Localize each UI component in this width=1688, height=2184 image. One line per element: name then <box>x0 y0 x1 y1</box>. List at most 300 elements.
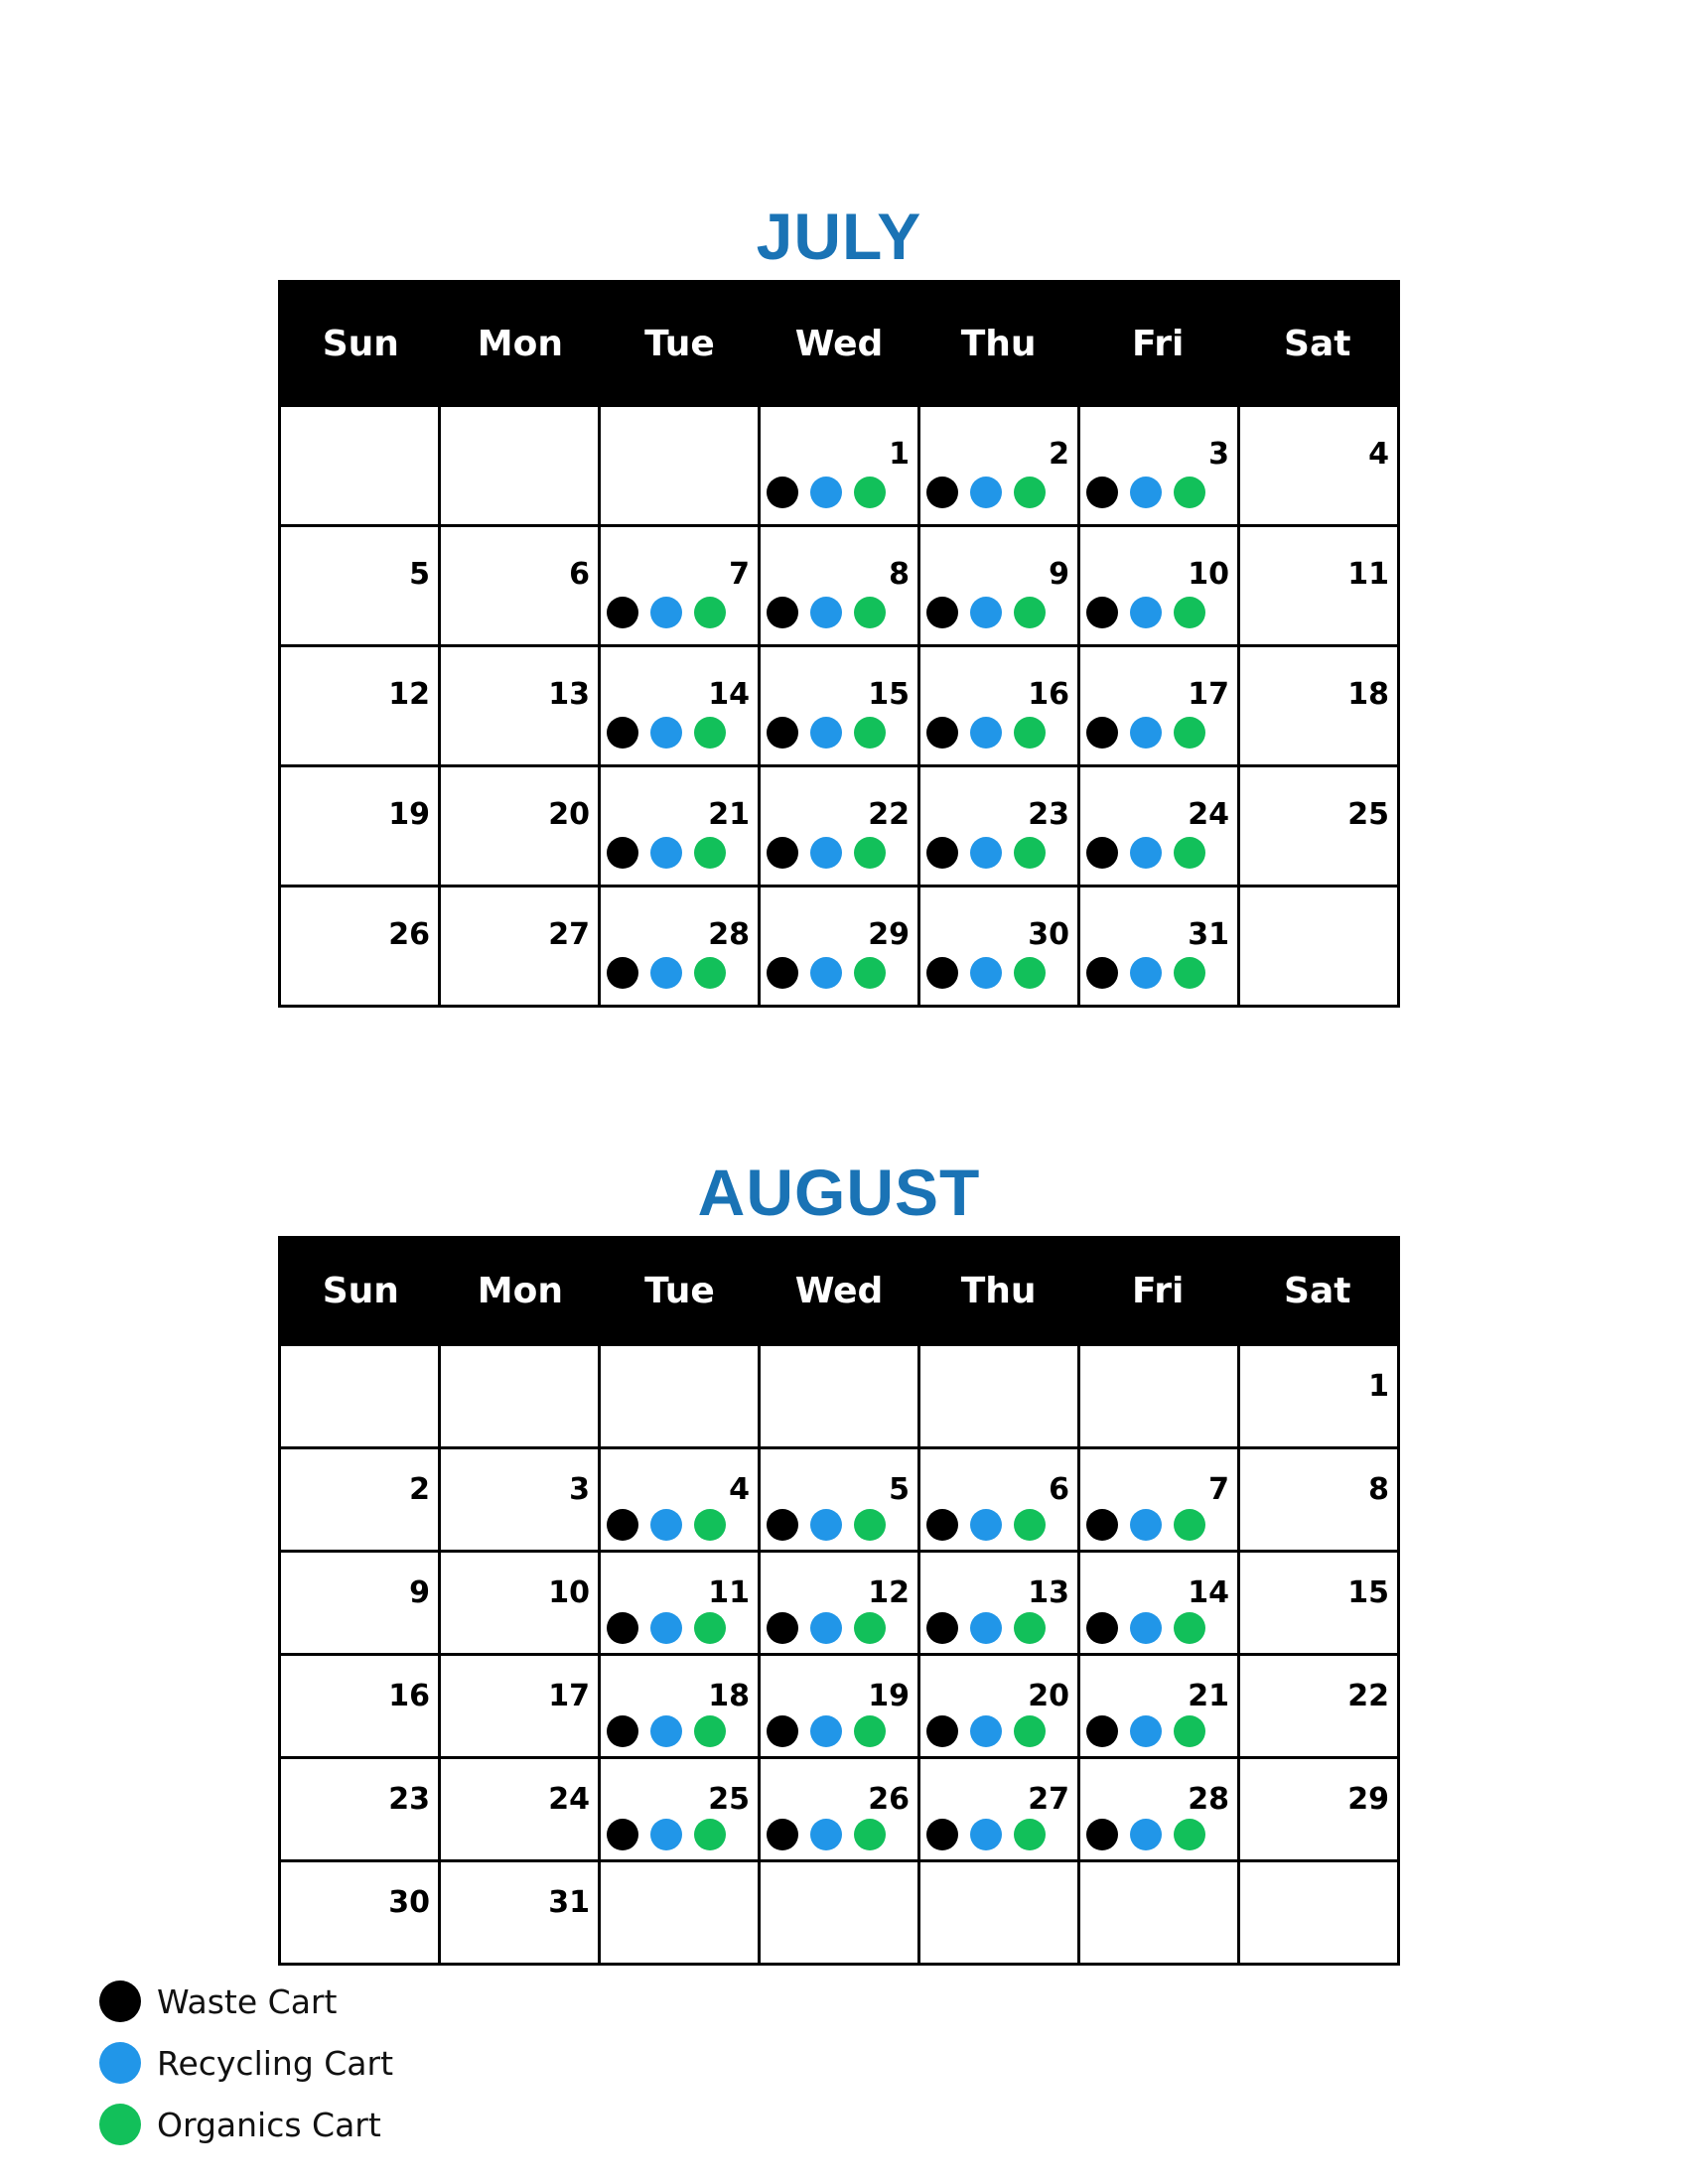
waste-cart-dot-icon <box>767 837 798 869</box>
day-number: 16 <box>388 1679 430 1713</box>
pickup-dots <box>607 837 726 869</box>
day-number: 24 <box>548 1782 590 1817</box>
day-cell <box>1077 1656 1237 1756</box>
weekday-header-wed: Wed <box>794 1271 884 1311</box>
day-cell <box>1237 1553 1397 1653</box>
empty-day-cell <box>1077 1346 1237 1446</box>
calendar-july <box>278 280 1400 1008</box>
weekday-header-mon: Mon <box>477 1271 563 1311</box>
day-cell <box>758 1656 917 1756</box>
day-number: 14 <box>1188 1575 1229 1610</box>
day-number: 26 <box>388 917 430 952</box>
day-cell <box>438 767 598 885</box>
day-number: 25 <box>1347 797 1389 832</box>
organics-cart-dot-icon <box>1174 1509 1205 1541</box>
organics-cart-dot-icon <box>854 717 886 749</box>
empty-day-cell <box>438 407 598 524</box>
weekday-header-tue: Tue <box>644 323 715 364</box>
organics-cart-dot-icon <box>1014 717 1046 749</box>
day-number: 21 <box>1188 1679 1229 1713</box>
day-number: 29 <box>868 917 910 952</box>
organics-cart-dot-icon <box>854 837 886 869</box>
organics-cart-dot-icon <box>1174 1612 1205 1644</box>
recycling-cart-dot-icon <box>650 1819 682 1850</box>
waste-cart-dot-icon <box>926 1715 958 1747</box>
recycling-cart-dot-icon <box>970 837 1002 869</box>
week-row <box>281 404 1397 524</box>
recycling-cart-dot-icon <box>650 1509 682 1541</box>
month-title-july: JULY <box>756 200 922 273</box>
pickup-dots <box>1086 477 1205 508</box>
organics-cart-dot-icon <box>694 1509 726 1541</box>
recycling-cart-dot-icon <box>1130 957 1162 989</box>
weekday-header-mon: Mon <box>477 323 563 364</box>
recycling-cart-dot-icon <box>970 717 1002 749</box>
day-cell <box>438 647 598 764</box>
legend-label: Waste Cart <box>157 1981 338 2021</box>
day-number: 13 <box>548 677 590 712</box>
organics-cart-dot-icon <box>1014 1715 1046 1747</box>
recycling-cart-dot-icon <box>970 957 1002 989</box>
day-number: 29 <box>1347 1782 1389 1817</box>
day-number: 19 <box>388 797 430 832</box>
waste-cart-dot-icon <box>607 957 638 989</box>
empty-day-cell <box>1237 1862 1397 1963</box>
day-number: 17 <box>548 1679 590 1713</box>
waste-cart-dot-icon <box>767 477 798 508</box>
pickup-dots <box>767 1819 886 1850</box>
day-number: 30 <box>1028 917 1069 952</box>
organics-cart-dot-icon <box>1174 957 1205 989</box>
pickup-dots <box>767 717 886 749</box>
recycling-cart-dot-icon <box>970 1715 1002 1747</box>
empty-day-cell <box>598 407 758 524</box>
day-number: 26 <box>868 1782 910 1817</box>
waste-cart-dot-icon <box>607 1819 638 1850</box>
organics-cart-dot-icon <box>1014 1819 1046 1850</box>
day-cell <box>598 1759 758 1859</box>
day-number: 27 <box>1028 1782 1069 1817</box>
recycling-cart-dot-icon <box>810 1509 842 1541</box>
weekday-header-tue: Tue <box>644 1271 715 1311</box>
day-number: 6 <box>1049 1472 1069 1507</box>
empty-day-cell <box>281 407 438 524</box>
day-cell <box>1077 647 1237 764</box>
waste-cart-dot-icon <box>1086 717 1118 749</box>
organics-cart-dot-icon <box>854 1819 886 1850</box>
day-cell <box>1237 647 1397 764</box>
day-cell <box>758 767 917 885</box>
day-cell <box>758 527 917 644</box>
organics-cart-dot-icon <box>1174 837 1205 869</box>
day-cell <box>1077 767 1237 885</box>
waste-cart-dot-icon <box>767 957 798 989</box>
legend-item-organics <box>99 2094 393 2155</box>
day-cell <box>598 1449 758 1550</box>
pickup-dots <box>607 597 726 628</box>
organics-cart-dot-icon <box>1014 1509 1046 1541</box>
waste-cart-dot-icon <box>1086 1819 1118 1850</box>
empty-day-cell <box>1077 1862 1237 1963</box>
organics-cart-dot-icon <box>694 597 726 628</box>
waste-cart-dot-icon <box>607 837 638 869</box>
calendar-august <box>278 1236 1400 1966</box>
day-number: 22 <box>868 797 910 832</box>
waste-cart-dot-icon <box>1086 1612 1118 1644</box>
day-cell <box>598 887 758 1005</box>
weekday-header-row <box>281 283 1397 404</box>
week-row <box>281 1859 1397 1963</box>
pickup-dots <box>926 1715 1046 1747</box>
waste-cart-dot-icon <box>607 1509 638 1541</box>
day-number: 17 <box>1188 677 1229 712</box>
weekday-header-thu: Thu <box>960 1271 1037 1311</box>
day-cell <box>598 1553 758 1653</box>
waste-cart-dot-icon <box>1086 1509 1118 1541</box>
pickup-dots <box>767 837 886 869</box>
organics-cart-dot-icon <box>1014 477 1046 508</box>
day-cell <box>281 527 438 644</box>
day-cell <box>281 1862 438 1963</box>
pickup-dots <box>926 957 1046 989</box>
waste-cart-dot-icon <box>926 837 958 869</box>
day-cell <box>758 1449 917 1550</box>
recycling-cart-dot-icon <box>1130 837 1162 869</box>
day-cell <box>438 1449 598 1550</box>
day-number: 23 <box>388 1782 430 1817</box>
waste-cart-dot-icon <box>1086 597 1118 628</box>
day-number: 5 <box>409 557 430 592</box>
pickup-dots <box>1086 1509 1205 1541</box>
day-cell <box>917 1449 1077 1550</box>
day-number: 11 <box>708 1575 750 1610</box>
day-cell <box>917 1656 1077 1756</box>
day-number: 13 <box>1028 1575 1069 1610</box>
empty-day-cell <box>1237 887 1397 1005</box>
weekday-header-sun: Sun <box>322 323 399 364</box>
organics-cart-dot-icon <box>1014 597 1046 628</box>
recycling-cart-dot-icon <box>810 477 842 508</box>
day-cell <box>1077 1553 1237 1653</box>
day-cell <box>758 1553 917 1653</box>
recycling-cart-dot-icon <box>810 1715 842 1747</box>
empty-day-cell <box>598 1862 758 1963</box>
day-cell <box>438 527 598 644</box>
day-cell <box>917 647 1077 764</box>
day-cell <box>438 1656 598 1756</box>
recycling-cart-dot-icon <box>810 957 842 989</box>
day-number: 5 <box>889 1472 910 1507</box>
empty-day-cell <box>598 1346 758 1446</box>
recycling-cart-dot-icon <box>970 1819 1002 1850</box>
day-cell <box>281 1553 438 1653</box>
day-number: 7 <box>729 557 750 592</box>
organics-cart-dot-icon <box>1174 1819 1205 1850</box>
organics-cart-dot-icon <box>854 1509 886 1541</box>
day-number: 10 <box>548 1575 590 1610</box>
waste-cart-dot-icon <box>607 1612 638 1644</box>
recycling-cart-dot-icon <box>970 1612 1002 1644</box>
pickup-dots <box>1086 1715 1205 1747</box>
day-cell <box>1237 767 1397 885</box>
legend-item-recycling <box>99 2032 393 2094</box>
organics-cart-dot-icon <box>854 957 886 989</box>
day-cell <box>438 1553 598 1653</box>
pickup-dots <box>767 477 886 508</box>
organics-cart-dot-icon <box>694 837 726 869</box>
day-cell <box>917 887 1077 1005</box>
organics-cart-dot-icon <box>99 2104 141 2145</box>
day-number: 12 <box>868 1575 910 1610</box>
organics-cart-dot-icon <box>854 477 886 508</box>
organics-cart-dot-icon <box>854 597 886 628</box>
day-number: 19 <box>868 1679 910 1713</box>
waste-cart-dot-icon <box>926 477 958 508</box>
day-cell <box>598 647 758 764</box>
day-number: 20 <box>548 797 590 832</box>
day-cell <box>1077 1759 1237 1859</box>
day-number: 9 <box>1049 557 1069 592</box>
organics-cart-dot-icon <box>694 1715 726 1747</box>
weekday-header-row <box>281 1239 1397 1343</box>
day-number: 16 <box>1028 677 1069 712</box>
pickup-dots <box>767 1612 886 1644</box>
recycling-cart-dot-icon <box>970 477 1002 508</box>
day-number: 10 <box>1188 557 1229 592</box>
recycling-cart-dot-icon <box>810 597 842 628</box>
day-cell <box>758 407 917 524</box>
day-number: 14 <box>708 677 750 712</box>
day-cell <box>1237 1656 1397 1756</box>
day-cell <box>438 1862 598 1963</box>
day-number: 31 <box>1188 917 1229 952</box>
waste-cart-dot-icon <box>767 1509 798 1541</box>
waste-cart-dot-icon <box>607 597 638 628</box>
pickup-dots <box>607 957 726 989</box>
waste-cart-dot-icon <box>767 1612 798 1644</box>
empty-day-cell <box>281 1346 438 1446</box>
day-number: 7 <box>1208 1472 1229 1507</box>
pickup-dots <box>926 477 1046 508</box>
pickup-dots <box>1086 837 1205 869</box>
waste-cart-dot-icon <box>926 1819 958 1850</box>
day-cell <box>917 1553 1077 1653</box>
pickup-dots <box>767 597 886 628</box>
day-number: 15 <box>868 677 910 712</box>
pickup-dots <box>926 1612 1046 1644</box>
day-cell <box>438 1759 598 1859</box>
pickup-dots <box>607 1509 726 1541</box>
pickup-dots <box>607 717 726 749</box>
recycling-cart-dot-icon <box>810 837 842 869</box>
day-cell <box>917 767 1077 885</box>
month-title-august: AUGUST <box>697 1156 981 1229</box>
organics-cart-dot-icon <box>1014 837 1046 869</box>
waste-cart-dot-icon <box>926 1509 958 1541</box>
day-number: 30 <box>388 1885 430 1920</box>
day-cell <box>758 887 917 1005</box>
week-row <box>281 644 1397 764</box>
organics-cart-dot-icon <box>1014 1612 1046 1644</box>
day-number: 4 <box>1368 437 1389 472</box>
pickup-dots <box>1086 1612 1205 1644</box>
day-cell <box>1237 407 1397 524</box>
empty-day-cell <box>438 1346 598 1446</box>
empty-day-cell <box>758 1346 917 1446</box>
recycling-cart-dot-icon <box>810 717 842 749</box>
day-number: 12 <box>388 677 430 712</box>
pickup-dots <box>1086 957 1205 989</box>
day-cell <box>1237 1346 1397 1446</box>
day-cell <box>1237 1759 1397 1859</box>
day-number: 31 <box>548 1885 590 1920</box>
day-number: 3 <box>569 1472 590 1507</box>
recycling-cart-dot-icon <box>650 837 682 869</box>
organics-cart-dot-icon <box>1174 597 1205 628</box>
week-row <box>281 885 1397 1005</box>
waste-cart-dot-icon <box>767 717 798 749</box>
empty-day-cell <box>917 1862 1077 1963</box>
weekday-header-fri: Fri <box>1131 1271 1185 1311</box>
waste-cart-dot-icon <box>1086 837 1118 869</box>
day-cell <box>758 1759 917 1859</box>
day-cell <box>1077 887 1237 1005</box>
week-row <box>281 1653 1397 1756</box>
week-row <box>281 764 1397 885</box>
pickup-dots <box>1086 597 1205 628</box>
day-number: 21 <box>708 797 750 832</box>
day-cell <box>598 1656 758 1756</box>
waste-cart-dot-icon <box>926 957 958 989</box>
empty-day-cell <box>917 1346 1077 1446</box>
waste-cart-dot-icon <box>1086 957 1118 989</box>
recycling-cart-dot-icon <box>1130 1612 1162 1644</box>
pickup-dots <box>767 1715 886 1747</box>
legend-label: Organics Cart <box>157 2105 381 2144</box>
legend-item-waste <box>99 1971 393 2032</box>
day-number: 27 <box>548 917 590 952</box>
week-row <box>281 524 1397 644</box>
waste-cart-dot-icon <box>926 597 958 628</box>
recycling-cart-dot-icon <box>1130 1715 1162 1747</box>
recycling-cart-dot-icon <box>650 1715 682 1747</box>
organics-cart-dot-icon <box>1174 477 1205 508</box>
recycling-cart-dot-icon <box>970 1509 1002 1541</box>
recycling-cart-dot-icon <box>650 1612 682 1644</box>
recycling-cart-dot-icon <box>1130 717 1162 749</box>
organics-cart-dot-icon <box>854 1612 886 1644</box>
week-row <box>281 1756 1397 1859</box>
waste-cart-dot-icon <box>99 1980 141 2022</box>
weekday-header-wed: Wed <box>794 323 884 364</box>
day-number: 9 <box>409 1575 430 1610</box>
day-number: 28 <box>708 917 750 952</box>
organics-cart-dot-icon <box>694 1819 726 1850</box>
day-number: 18 <box>1347 677 1389 712</box>
pickup-dots <box>1086 717 1205 749</box>
day-cell <box>917 407 1077 524</box>
day-number: 15 <box>1347 1575 1389 1610</box>
recycling-cart-dot-icon <box>650 597 682 628</box>
legend <box>99 1971 393 2155</box>
pickup-dots <box>926 717 1046 749</box>
organics-cart-dot-icon <box>854 1715 886 1747</box>
pickup-dots <box>926 1509 1046 1541</box>
pickup-dots <box>1086 1819 1205 1850</box>
day-cell <box>1077 1449 1237 1550</box>
day-cell <box>281 767 438 885</box>
week-row <box>281 1550 1397 1653</box>
day-number: 2 <box>409 1472 430 1507</box>
recycling-cart-dot-icon <box>970 597 1002 628</box>
week-row <box>281 1446 1397 1550</box>
day-number: 20 <box>1028 1679 1069 1713</box>
day-cell <box>598 767 758 885</box>
day-number: 11 <box>1347 557 1389 592</box>
day-number: 4 <box>729 1472 750 1507</box>
recycling-cart-dot-icon <box>810 1612 842 1644</box>
day-cell <box>438 887 598 1005</box>
legend-label: Recycling Cart <box>157 2043 394 2083</box>
pickup-dots <box>926 1819 1046 1850</box>
pickup-dots <box>607 1612 726 1644</box>
organics-cart-dot-icon <box>1174 717 1205 749</box>
day-cell <box>598 527 758 644</box>
day-cell <box>917 1759 1077 1859</box>
pickup-dots <box>767 957 886 989</box>
waste-cart-dot-icon <box>1086 1715 1118 1747</box>
waste-cart-dot-icon <box>767 1715 798 1747</box>
day-number: 6 <box>569 557 590 592</box>
pickup-dots <box>926 597 1046 628</box>
day-number: 22 <box>1347 1679 1389 1713</box>
day-number: 1 <box>889 437 910 472</box>
weekday-header-sat: Sat <box>1284 1271 1351 1311</box>
recycling-cart-dot-icon <box>810 1819 842 1850</box>
pickup-dots <box>767 1509 886 1541</box>
organics-cart-dot-icon <box>694 957 726 989</box>
pickup-dots <box>607 1819 726 1850</box>
organics-cart-dot-icon <box>694 1612 726 1644</box>
week-row <box>281 1343 1397 1446</box>
recycling-cart-dot-icon <box>1130 477 1162 508</box>
recycling-cart-dot-icon <box>99 2042 141 2084</box>
day-cell <box>281 1656 438 1756</box>
organics-cart-dot-icon <box>1174 1715 1205 1747</box>
waste-cart-dot-icon <box>767 1819 798 1850</box>
empty-day-cell <box>758 1862 917 1963</box>
day-number: 25 <box>708 1782 750 1817</box>
day-cell <box>1237 1449 1397 1550</box>
day-cell <box>758 647 917 764</box>
waste-cart-dot-icon <box>607 1715 638 1747</box>
weekday-header-fri: Fri <box>1131 323 1185 364</box>
pickup-dots <box>926 837 1046 869</box>
day-cell <box>281 1449 438 1550</box>
day-number: 1 <box>1368 1369 1389 1404</box>
recycling-cart-dot-icon <box>650 957 682 989</box>
organics-cart-dot-icon <box>694 717 726 749</box>
waste-cart-dot-icon <box>767 597 798 628</box>
pickup-dots <box>607 1715 726 1747</box>
day-number: 2 <box>1049 437 1069 472</box>
day-number: 8 <box>1368 1472 1389 1507</box>
weekday-header-thu: Thu <box>960 323 1037 364</box>
day-number: 28 <box>1188 1782 1229 1817</box>
day-number: 24 <box>1188 797 1229 832</box>
day-number: 3 <box>1208 437 1229 472</box>
day-cell <box>1237 527 1397 644</box>
